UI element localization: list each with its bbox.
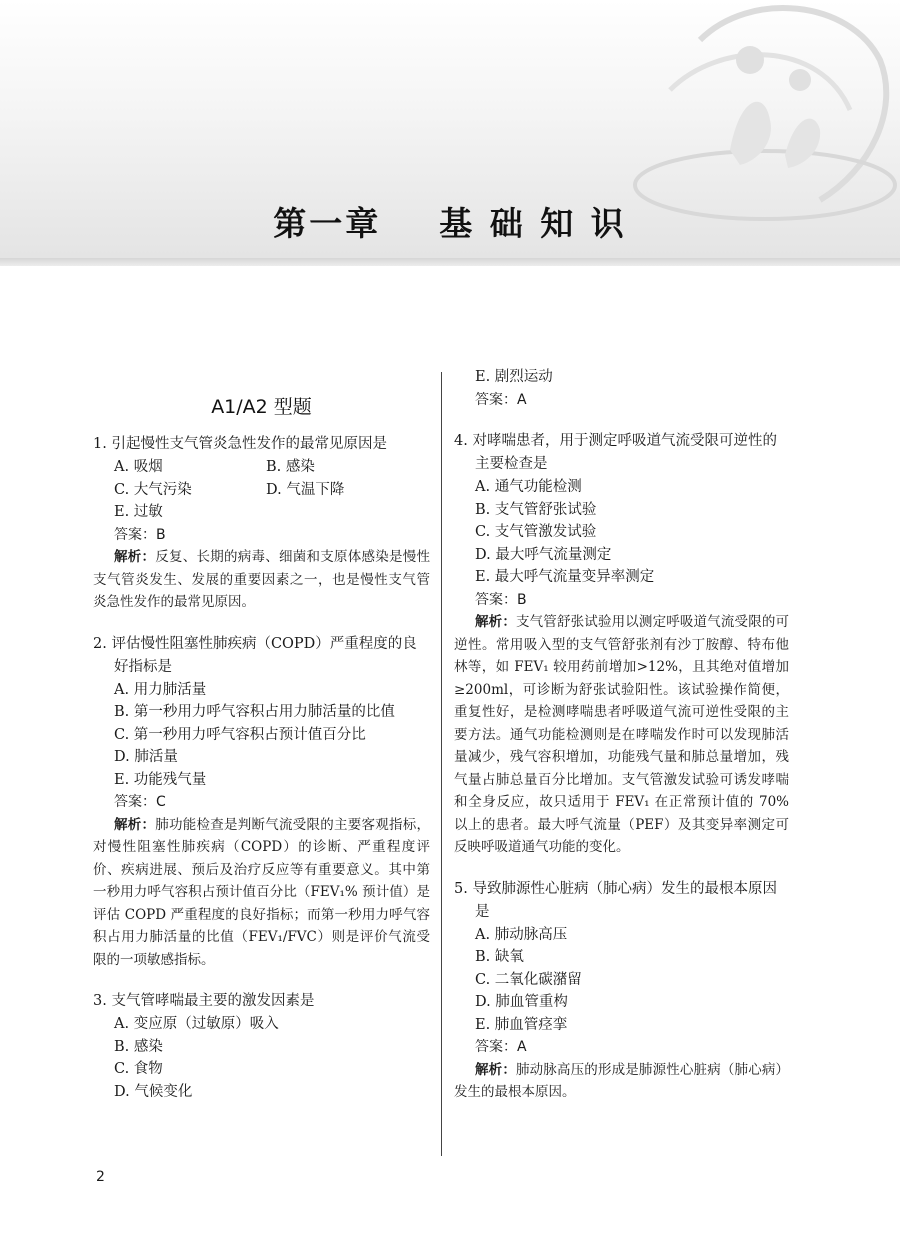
option-e: E. 过敏 (114, 504, 163, 520)
section-heading: A1/A2 型题 (211, 396, 312, 418)
option-b: B. 感染 (114, 1038, 163, 1055)
option-a: A. 肺动脉高压 (475, 926, 568, 943)
answer-value: A (517, 391, 527, 408)
answer-label: 答案： (114, 794, 156, 810)
answer-line (454, 389, 789, 412)
question-3 (93, 990, 430, 1103)
option-list (93, 679, 430, 792)
answer-label: 答案： (475, 391, 517, 408)
question-stem: 3. 支气管哮喘最主要的激发因素是 (93, 993, 315, 1009)
option-c: C. 第一秒用力呼气容积占预计值百分比 (114, 726, 366, 743)
option-d: D. 肺血管重构 (475, 994, 568, 1010)
option-d: D. 最大呼气流量测定 (475, 546, 612, 563)
left-column (93, 366, 430, 1122)
question-2 (93, 633, 430, 972)
option-list (454, 476, 789, 589)
column-divider (441, 372, 442, 1156)
option-list (93, 456, 430, 524)
question-3-continued (454, 366, 789, 411)
explanation-text: 肺功能检查是判断气流受限的主要客观指标，对慢性阻塞性肺疾病（COPD）的诊断、严重程度评价、疾病进展、预后及治疗反应等有重要意义。其中第一秒用力呼气容积占预计值百分比（FEV₁% 预计值）是评估 COPD 严重程度的良好指标；而第一秒用力呼气容积占用力肺活量的比值（FEV₁/FVC）则是评价气流受限的一项敏感指标。 (93, 816, 430, 968)
answer-line (93, 791, 430, 814)
answer-line (93, 524, 430, 547)
explanation-label: 解析： (475, 614, 516, 630)
explanation-label: 解析： (114, 816, 156, 833)
option-e: E. 剧烈运动 (475, 369, 553, 385)
question-5 (454, 878, 789, 1104)
explanation (454, 611, 789, 859)
option-c: C. 大气污染 (114, 481, 192, 498)
explanation-text: 肺动脉高压的形成是肺源性心脏病（肺心病）发生的最根本原因。 (454, 1061, 790, 1100)
page-number: 2 (96, 1169, 105, 1185)
option-a: A. 变应原（过敏原）吸入 (114, 1016, 279, 1032)
option-list (454, 924, 789, 1037)
option-e: E. 功能残气量 (114, 771, 207, 788)
option-d: D. 肺活量 (114, 749, 178, 765)
header-divider-band (0, 258, 900, 266)
option-e: E. 最大呼气流量变异率测定 (475, 569, 655, 585)
answer-label: 答案： (475, 591, 517, 608)
option-list (93, 1013, 430, 1103)
explanation-label: 解析： (114, 549, 156, 565)
option-b: B. 缺氧 (475, 949, 524, 965)
option-c: C. 二氧化碳潴留 (475, 971, 582, 988)
question-4 (454, 430, 789, 859)
option-c: C. 食物 (114, 1061, 163, 1077)
explanation-text: 支气管舒张试验用以测定呼吸道气流受限的可逆性。常用吸入型的支气管舒张剂有沙丁胺醇、特布他林等，如 FEV₁ 较用药前增加>12%，且其绝对值增加≥200ml，可诊断为舒张试验阳性。该试验操作简便，重复性好，是检测哮喘患者呼吸道气流可逆性受限的主要方法。通气功能检测则是在哮喘发作时可以发现肺活量减少，残气容积增加，功能残气量和肺总量增加，残气量占肺总量百分比增加。支气管激发试验可诱发哮喘和全身反应，故只适用于 FEV₁ 在正常预计值的 70% 以上的患者。最大呼气流量（PEF）及其变异率测定可反映呼吸道通气功能的变化。 (454, 614, 790, 855)
option-a: A. 用力肺活量 (114, 681, 207, 698)
explanation-text: 反复、长期的病毒、细菌和支原体感染是慢性支气管炎发生、发展的重要因素之一，也是慢性支气管炎急性发作的最常见原因。 (93, 549, 430, 610)
answer-value: C (156, 794, 166, 810)
option-b: B. 感染 (266, 459, 315, 475)
chapter-title: 第一章 基 础 知 识 (273, 204, 627, 243)
option-b: B. 第一秒用力呼气容积占用力肺活量的比值 (114, 704, 395, 720)
question-stem: 1. 引起慢性支气管炎急性发作的最常见原因是 (93, 436, 387, 452)
question-stem: 2. 评估慢性阻塞性肺疾病（COPD）严重程度的良好指标是 (93, 635, 417, 675)
option-e: E. 肺血管痉挛 (475, 1016, 568, 1033)
answer-value: B (517, 591, 527, 608)
option-b: B. 支气管舒张试验 (475, 501, 597, 518)
option-d: D. 气温下降 (266, 481, 345, 498)
answer-line (454, 589, 789, 612)
option-c: C. 支气管激发试验 (475, 524, 597, 540)
question-stem: 5. 导致肺源性心脏病（肺心病）发生的最根本原因是 (454, 880, 777, 920)
explanation (93, 814, 430, 972)
explanation (454, 1059, 789, 1104)
question-1 (93, 433, 430, 614)
option-d: D. 气候变化 (114, 1083, 193, 1100)
question-stem: 4. 对哮喘患者，用于测定呼吸道气流受限可逆性的主要检查是 (454, 433, 777, 472)
answer-value: A (517, 1039, 527, 1055)
right-column (454, 366, 789, 1123)
option-a: A. 通气功能检测 (475, 479, 582, 495)
explanation-label: 解析： (475, 1061, 516, 1078)
option-a: A. 吸烟 (114, 459, 163, 475)
explanation (93, 546, 430, 614)
answer-line (454, 1036, 789, 1059)
answer-label: 答案： (114, 526, 156, 543)
option-list (454, 366, 789, 389)
answer-value: B (156, 526, 166, 543)
answer-label: 答案： (475, 1039, 517, 1055)
